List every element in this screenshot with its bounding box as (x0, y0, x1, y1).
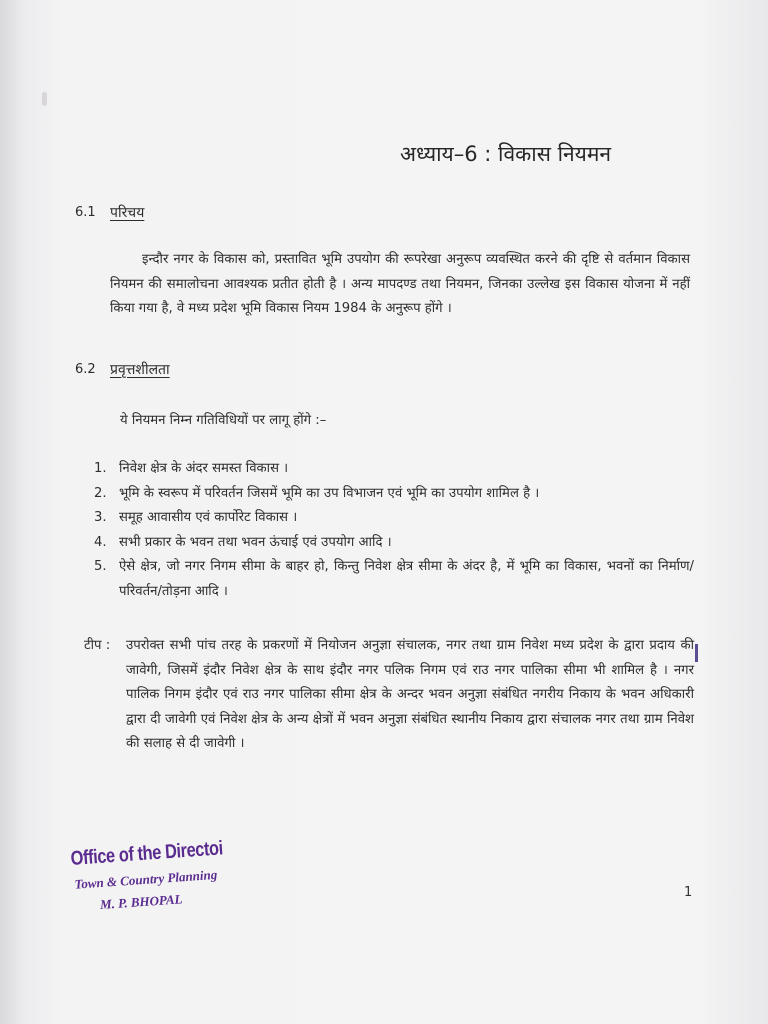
list-item (94, 457, 694, 482)
list-item-text: भूमि के स्वरूप में परिवर्तन जिसमें भूमि का उप विभाजन एवं भूमि का उपयोग शामिल है । (119, 485, 540, 501)
note-block (84, 634, 694, 757)
list-item-text: सभी प्रकार के भवन तथा भवन ऊंचाई एवं उपयोग आदि । (119, 534, 392, 550)
intro-paragraph: इन्दौर नगर के विकास को, प्रस्तावित भूमि उपयोग की रूपरेखा अनुरूप व्यवस्थित करने की दृष्टि से वर्तमान विकास नियमन की समालोचना आवश्यक प्रतीत होती है । अन्य मापदण्ड तथा नियमन, जिनका उल्लेख इस विकास योजना में नहीं किया गया है, वे मध्य प्रदेश भूमि विकास नियम 1984 के अनुरूप होंगे । (110, 252, 690, 316)
list-item (94, 555, 694, 604)
note-label: टीप : (84, 638, 111, 653)
page-number: 1 (684, 885, 693, 900)
list-item-number: 5. (94, 559, 107, 574)
activity-list (94, 457, 694, 604)
list-item (94, 506, 694, 531)
scan-artifact-mark (695, 644, 698, 662)
office-stamp (70, 835, 260, 915)
section-number: 6.2 (75, 362, 96, 377)
applicability-intro: ये नियमन निम्न गतिविधियों पर लागू होंगे :– (120, 413, 327, 428)
stamp-line-1: Office of the Directoi (70, 837, 224, 870)
list-item-number: 2. (94, 485, 107, 501)
list-item-text: ऐसे क्षेत्र, जो नगर निगम सीमा के बाहर हो, किन्तु निवेश क्षेत्र सीमा के अंदर है, में भूमि का विकास, भवनों का निर्माण/परिवर्तन/तोड़ना आदि । (119, 559, 694, 599)
section-number: 6.1 (75, 205, 96, 220)
list-item-number: 3. (94, 510, 107, 525)
list-item (94, 531, 694, 556)
scan-artifact-mark (42, 92, 47, 106)
list-item-number: 4. (94, 534, 107, 550)
chapter-title: अध्याय–6 : विकास नियमन (400, 142, 612, 166)
list-item (94, 482, 694, 507)
note-text: उपरोक्त सभी पांच तरह के प्रकरणों में नियोजन अनुज्ञा संचालक, नगर तथा ग्राम निवेश मध्य प्रदेश के द्वारा प्रदाय की जावेगी, जिसमें इंदौर निवेश क्षेत्र के साथ इंदौर नगर पलिक निगम एवं राउ नगर पालिका सीमा भी शामिल है । नगर पालिक निगम इंदौर एवं राउ नगर पालिका सीमा क्षेत्र के अन्दर भवन अनुज्ञा संबंधित नगरीय निकाय के भवन अधिकारी द्वारा दी जावेगी एवं निवेश क्षेत्र के अन्य क्षेत्रों में भवन अनुज्ञा संबंधित स्थानीय निकाय द्वारा संचालक नगर तथा ग्राम निवेश की सलाह से दी जावेगी । (126, 638, 694, 751)
section-title: परिचय (110, 205, 145, 221)
stamp-line-2: Town & Country Planning (74, 866, 218, 892)
list-item-text: समूह आवासीय एवं कार्पोरेट विकास । (119, 510, 298, 525)
section-title: प्रवृत्तशीलता (110, 362, 170, 378)
stamp-line-3: M. P. BHOPAL (99, 891, 183, 913)
list-item-number: 1. (94, 461, 107, 476)
list-item-text: निवेश क्षेत्र के अंदर समस्त विकास । (119, 461, 289, 476)
